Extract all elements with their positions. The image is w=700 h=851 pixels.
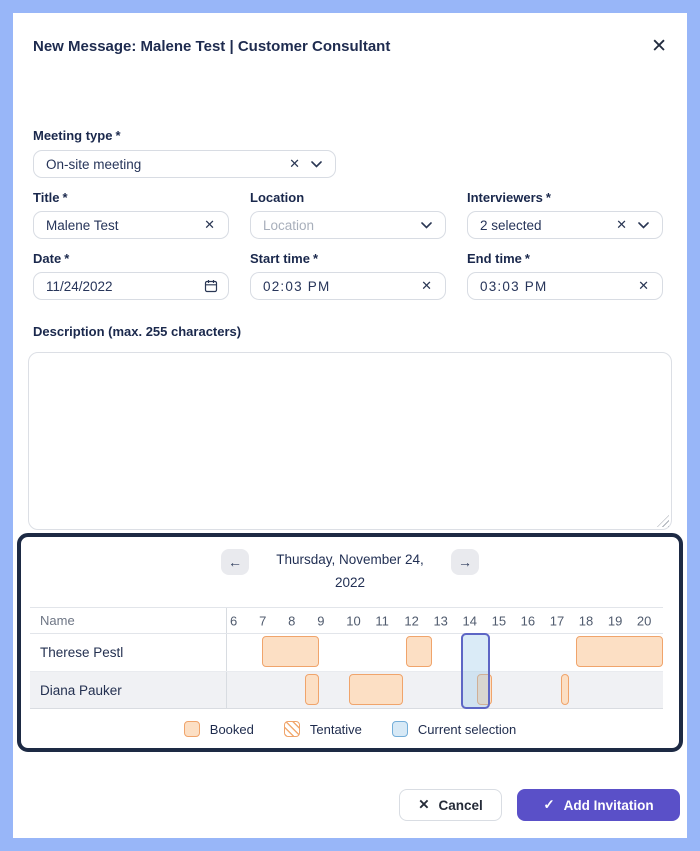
- chevron-down-icon[interactable]: [311, 150, 322, 178]
- hour-label: 10: [346, 613, 361, 628]
- booked-block: [262, 636, 319, 667]
- cancel-button[interactable]: ✕ Cancel: [399, 789, 502, 821]
- row-name: Therese Pestl: [40, 645, 124, 660]
- location-select[interactable]: [250, 211, 446, 239]
- end-time-label: End time *: [467, 251, 530, 266]
- clear-icon[interactable]: ✕: [638, 272, 649, 300]
- title-input[interactable]: [33, 211, 229, 239]
- hour-label: 8: [288, 613, 296, 628]
- chevron-down-icon[interactable]: [421, 211, 432, 239]
- close-icon: ✕: [418, 797, 430, 812]
- next-day-arrow-icon[interactable]: →: [451, 549, 479, 575]
- availability-scheduler: [17, 533, 683, 752]
- hour-label: 20: [636, 613, 652, 628]
- current-selection[interactable]: [461, 633, 490, 709]
- hour-label: 13: [433, 613, 448, 628]
- dialog-title: New Message: Malene Test | Customer Consultant: [33, 38, 391, 55]
- clear-icon[interactable]: ✕: [289, 150, 300, 178]
- hour-label: 11: [375, 613, 389, 628]
- legend: [21, 721, 679, 737]
- chevron-down-icon[interactable]: [638, 211, 649, 239]
- hour-label: 12: [404, 613, 419, 628]
- table-header-row: [30, 607, 663, 634]
- legend-label: Current selection: [417, 721, 517, 737]
- date-field-group: [33, 252, 229, 300]
- interviewers-field-group: [467, 191, 663, 239]
- hour-label: 17: [549, 613, 565, 628]
- hour-label: 18: [578, 613, 594, 628]
- hours-header: [226, 608, 663, 633]
- add-invitation-button[interactable]: ✓ Add Invitation: [517, 789, 680, 821]
- calendar-icon[interactable]: [204, 272, 218, 300]
- hour-label: 9: [317, 613, 325, 628]
- check-icon: ✓: [543, 797, 555, 812]
- start-time-label: Start time *: [250, 251, 319, 266]
- row-timeline[interactable]: [226, 672, 663, 708]
- legend-item: [184, 721, 254, 737]
- description-textarea[interactable]: [28, 352, 672, 530]
- close-icon[interactable]: ✕: [647, 33, 671, 60]
- booked-block: [576, 636, 663, 667]
- title-field-group: [33, 191, 229, 239]
- end-time-field-group: [467, 252, 663, 300]
- interviewers-label: Interviewers *: [467, 190, 551, 205]
- end-time-input[interactable]: [467, 272, 663, 300]
- clear-icon[interactable]: ✕: [421, 272, 432, 300]
- description-label: Description (max. 255 characters): [33, 324, 242, 339]
- row-name: Diana Pauker: [40, 682, 122, 698]
- date-input[interactable]: [33, 272, 229, 300]
- location-field-group: [250, 191, 446, 239]
- booked-block: [349, 674, 403, 705]
- scheduler-date-heading: Thursday, November 24, 2022: [276, 552, 424, 590]
- table-row: [30, 634, 663, 671]
- date-label: Date *: [33, 251, 70, 266]
- hour-label: 6: [230, 613, 238, 628]
- hour-label: 14: [462, 613, 477, 628]
- hour-label: 7: [259, 613, 267, 628]
- hour-label: 15: [491, 613, 507, 628]
- interviewers-select[interactable]: [467, 211, 663, 239]
- table-row: [30, 671, 663, 708]
- meeting-form: [33, 129, 663, 530]
- legend-label: Tentative: [309, 721, 362, 737]
- booked-swatch-icon: [184, 721, 200, 737]
- row-timeline[interactable]: [226, 634, 663, 671]
- title-label: Title *: [33, 190, 68, 205]
- booked-block: [561, 674, 568, 705]
- booked-block: [305, 674, 318, 705]
- name-column-header: Name: [40, 613, 75, 628]
- clear-icon[interactable]: ✕: [616, 211, 627, 239]
- new-message-dialog: [13, 13, 687, 838]
- previous-day-arrow-icon[interactable]: ←: [221, 549, 249, 575]
- booked-block: [406, 636, 432, 667]
- legend-item: [392, 721, 516, 737]
- clear-icon[interactable]: ✕: [204, 211, 215, 239]
- hour-label: 16: [520, 613, 536, 628]
- meeting-type-select[interactable]: [33, 150, 336, 178]
- selection-swatch-icon: [392, 721, 408, 737]
- availability-table: [30, 607, 663, 709]
- legend-item: [284, 721, 362, 737]
- tentative-swatch-icon: [284, 721, 300, 737]
- table-body: [30, 634, 663, 709]
- hour-label: 19: [607, 613, 623, 628]
- scheduler-date-nav: [21, 548, 679, 594]
- legend-label: Booked: [209, 721, 254, 737]
- location-label: Location: [250, 190, 305, 205]
- start-time-field-group: [250, 252, 446, 300]
- meeting-type-label: Meeting type *: [33, 128, 121, 143]
- start-time-input[interactable]: [250, 272, 446, 300]
